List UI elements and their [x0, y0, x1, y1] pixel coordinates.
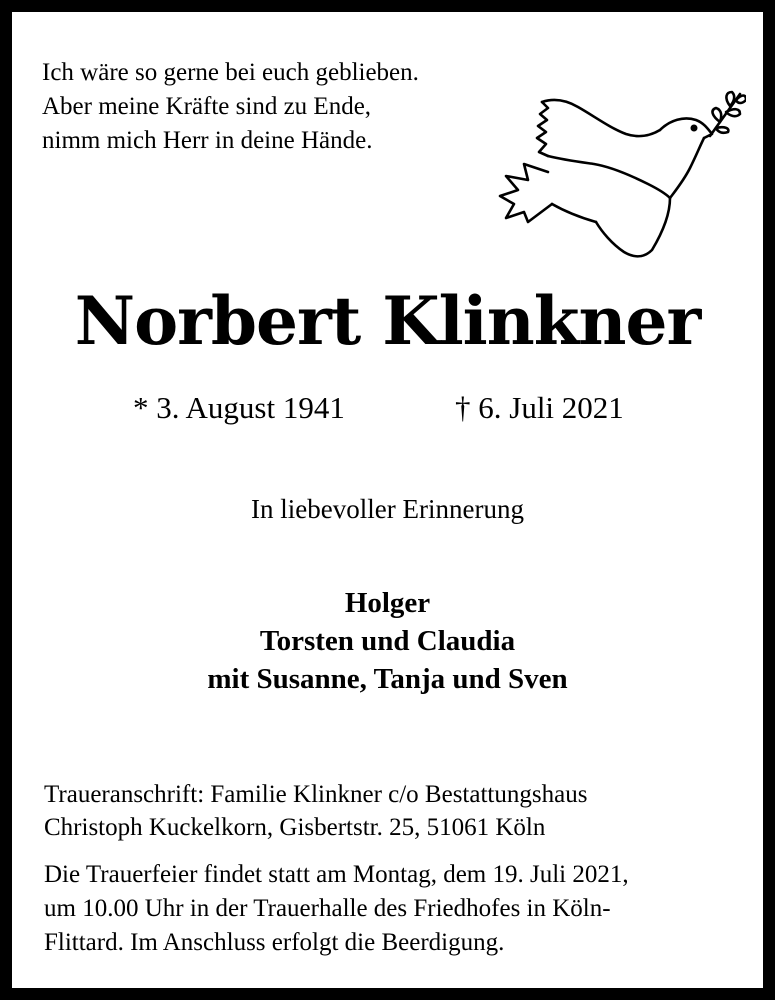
verse-line: nimm mich Herr in deine Hände.	[42, 127, 373, 154]
family-line: Torsten und Claudia	[259, 625, 516, 657]
deceased-name: Norbert Klinkner	[74, 282, 701, 360]
family-names	[12, 584, 763, 698]
verse	[42, 56, 419, 158]
funeral-line: um 10.00 Uhr in der Trauerhalle des Friedhofes in Köln-	[44, 895, 611, 922]
verse-line: Aber meine Kräfte sind zu Ende,	[42, 93, 372, 120]
birth-date: * 3. August 1941	[133, 390, 345, 425]
dove-with-olive-branch-icon	[484, 72, 746, 272]
memory-line: In liebevoller Erinnerung	[251, 494, 524, 524]
funeral-info	[44, 858, 629, 960]
address-line: Traueranschrift: Familie Klinkner c/o Bestattungshaus	[44, 781, 588, 808]
funeral-line: Die Trauerfeier findet statt am Montag, dem 19. Juli 2021,	[44, 861, 629, 888]
death-date: † 6. Juli 2021	[455, 390, 624, 425]
address-line: Christoph Kuckelkorn, Gisbertstr. 25, 51061 Köln	[44, 814, 546, 841]
mourning-address	[44, 778, 587, 844]
verse-line: Ich wäre so gerne bei euch geblieben.	[42, 59, 419, 86]
family-line: mit Susanne, Tanja und Sven	[207, 663, 568, 695]
funeral-line: Flittard. Im Anschluss erfolgt die Beerdigung.	[44, 929, 505, 956]
family-line: Holger	[344, 587, 431, 619]
